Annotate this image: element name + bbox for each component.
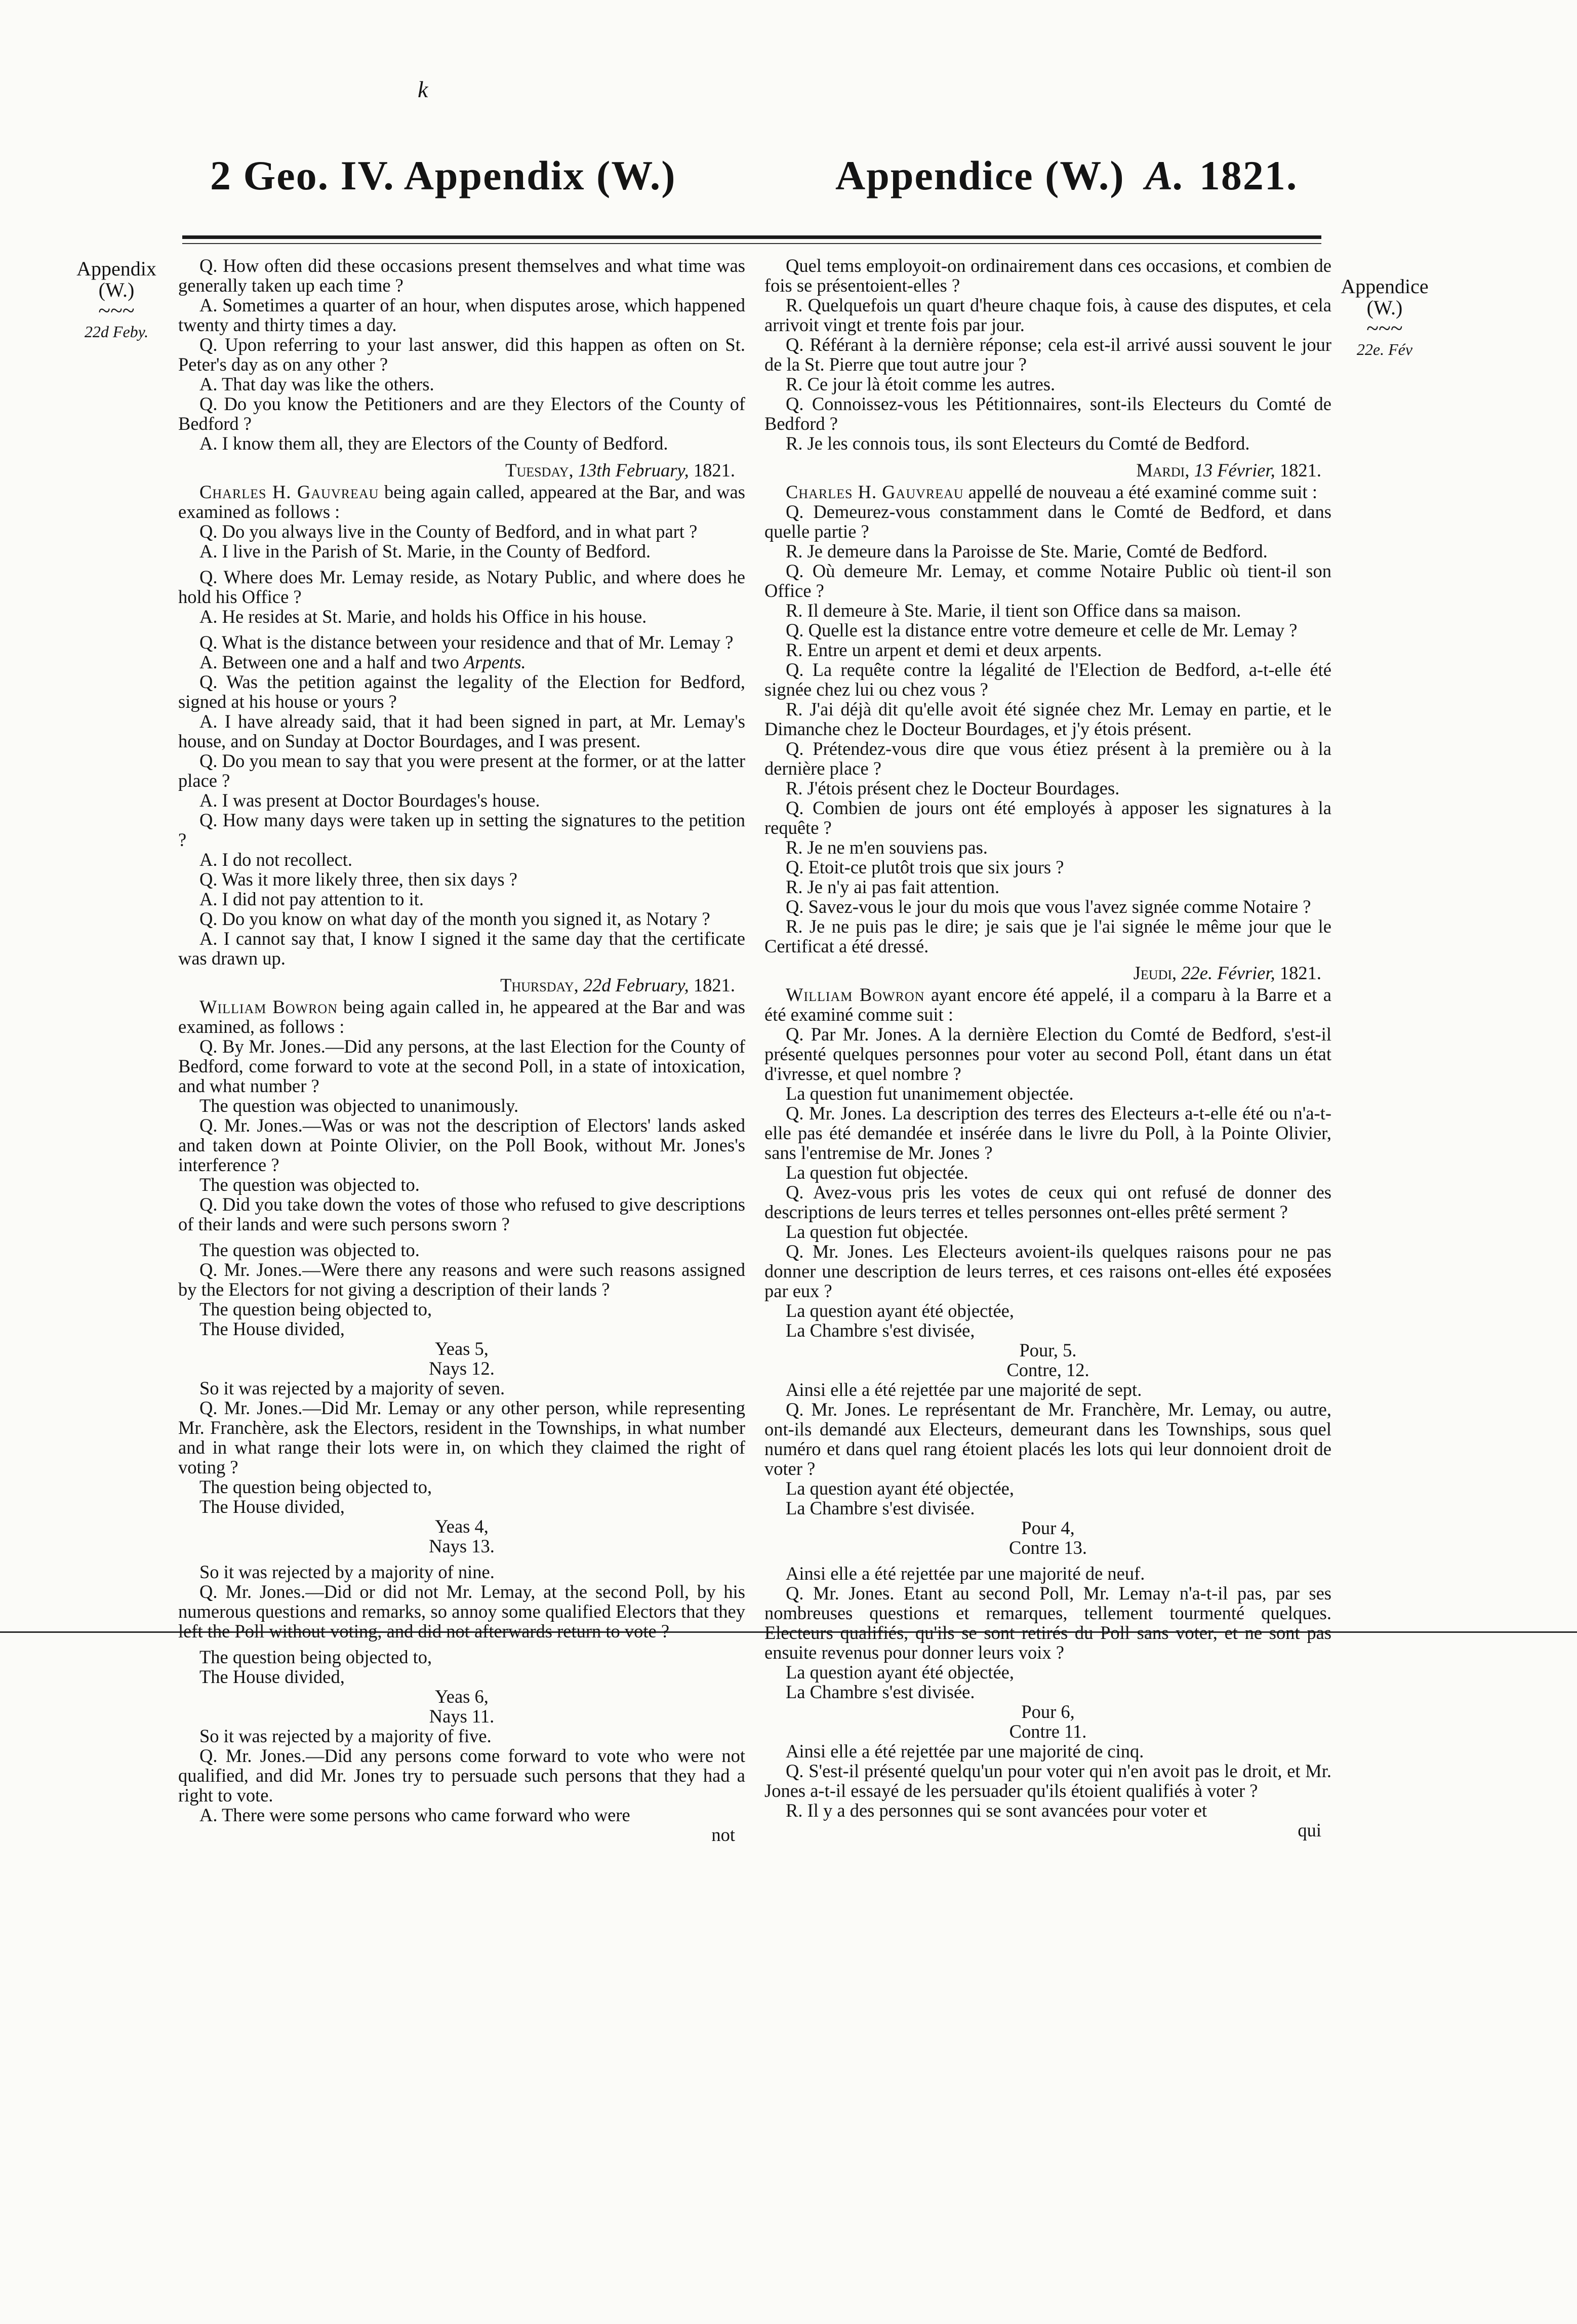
paragraph: A. I live in the Parish of St. Marie, in the County of Bedford. bbox=[199, 541, 651, 562]
paragraph: La question ayant été objectée, bbox=[786, 1478, 1014, 1499]
date-heading bbox=[178, 460, 745, 480]
paragraph: So it was rejected by a majority of five. bbox=[199, 1726, 492, 1746]
paragraph: La question fut objectée. bbox=[786, 1221, 968, 1242]
paragraph: La question ayant été objectée, bbox=[786, 1300, 1014, 1321]
paragraph: A. I do not recollect. bbox=[199, 849, 353, 870]
paragraph: Q. Mr. Jones. Etant au second Poll, Mr. Lemay n'a-t-il pas, par ses nombreuses questions et remarques, tellement tourmenté quelques. Electeurs qualifiés, qu'ils se sont retirés du Poll sans voter, et ne sont pas ensuite revenus pour donner leurs voix ? bbox=[764, 1583, 1331, 1663]
vote-nays: Nays 11. bbox=[429, 1706, 495, 1727]
paragraph: La Chambre s'est divisée. bbox=[786, 1498, 975, 1518]
header-right-title bbox=[835, 152, 1298, 199]
paragraph: La question fut objectée. bbox=[786, 1162, 968, 1183]
paragraph: A. I have already said, that it had been signed in part, at Mr. Lemay's house, and on Sunday at Doctor Bourdages, and I was present. bbox=[178, 711, 745, 751]
paragraph: Q. Mr. Jones. La description des terres des Electeurs a-t-elle été ou n'a-t-elle pas été demandée et insérée dans le livre du Poll, à la Pointe Olivier, sans l'entremise de Mr. Jones ? bbox=[764, 1103, 1331, 1163]
paragraph: R. J'étois présent chez le Docteur Bourdages. bbox=[786, 778, 1120, 798]
paragraph: R. Je les connois tous, ils sont Electeurs du Comté de Bedford. bbox=[786, 433, 1250, 454]
paragraph: Q. How many days were taken up in setting the signatures to the petition ? bbox=[178, 810, 745, 850]
paragraph: The question being objected to, bbox=[199, 1476, 432, 1497]
vote-yeas: Yeas 5, bbox=[435, 1338, 489, 1359]
day-year: 1821. bbox=[1279, 963, 1321, 983]
margin-right-line1: Appendice bbox=[1341, 275, 1429, 298]
margin-left-swash: ~~~ bbox=[98, 298, 135, 323]
paragraph: A. There were some persons who came forward who were bbox=[199, 1805, 630, 1825]
paragraph: Q. Where does Mr. Lemay reside, as Notary Public, and where does he hold his Office ? bbox=[178, 567, 745, 607]
paragraph: Q. Où demeure Mr. Lemay, et comme Notaire Public où tient-il son Office ? bbox=[764, 560, 1331, 601]
vote-nays: Nays 12. bbox=[429, 1358, 495, 1379]
witness-text: ayant encore été appelé, il a comparu à la Barre et a été examiné comme suit : bbox=[764, 984, 1331, 1025]
paragraph: The House divided, bbox=[199, 1318, 345, 1339]
witness-intro bbox=[178, 997, 745, 1036]
paragraph: Q. S'est-il présenté quelqu'un pour voter qui n'en avoit pas le droit, et Mr. Jones a-t-il essayé de les persuader qu'ils étoient qualifiés à voter ? bbox=[764, 1760, 1331, 1801]
paragraph: Q. Demeurez-vous constamment dans le Comté de Bedford, et dans quelle partie ? bbox=[764, 501, 1331, 542]
vote-contre: Contre 11. bbox=[1009, 1721, 1087, 1742]
paragraph: Q. Mr. Jones. Les Electeurs avoient-ils quelques raisons pour ne pas donner une description de leurs terres, et ces raisons ont-elles été exposées par eux ? bbox=[764, 1241, 1331, 1301]
day-date: 22e. Février, bbox=[1181, 963, 1275, 983]
paragraph: R. Ce jour là étoit comme les autres. bbox=[786, 374, 1056, 394]
paragraph: The question was objected to. bbox=[199, 1174, 420, 1195]
paragraph: Q. Mr. Jones.—Were there any reasons and were such reasons assigned by the Electors for not giving a description of their lands ? bbox=[178, 1259, 745, 1300]
paragraph: Q. La requête contre la légalité de l'Election de Bedford, a-t-elle été signée chez lui ou chez vous ? bbox=[764, 659, 1331, 700]
paragraph: The question being objected to, bbox=[199, 1299, 432, 1319]
paragraph: A. Sometimes a quarter of an hour, when disputes arose, which happened twenty and thirty times a day. bbox=[178, 295, 745, 335]
paragraph: R. Il y a des personnes qui se sont avancées pour voter et bbox=[786, 1800, 1207, 1821]
paragraph: Ainsi elle a été rejettée par une majorité de cinq. bbox=[786, 1741, 1144, 1761]
vote-contre: Contre, 12. bbox=[1006, 1359, 1089, 1380]
paragraph: The House divided, bbox=[199, 1496, 345, 1517]
margin-left-line2: (W.) bbox=[98, 278, 135, 301]
paragraph: Q. Do you know the Petitioners and are they Electors of the County of Bedford ? bbox=[178, 393, 745, 434]
paragraph: The question being objected to, bbox=[199, 1647, 432, 1667]
margin-right-line2: (W.) bbox=[1366, 296, 1403, 319]
english-column bbox=[178, 256, 745, 1845]
paragraph: Q. Mr. Jones.—Was or was not the description of Electors' lands asked and taken down at Pointe Olivier, on the Poll Book, without Mr. Jones's interference ? bbox=[178, 1115, 745, 1175]
paragraph: R. Je n'y ai pas fait attention. bbox=[786, 876, 1000, 897]
paragraph: Q. Combien de jours ont été employés à apposer les signatures à la requête ? bbox=[764, 797, 1331, 838]
witness-intro bbox=[764, 985, 1331, 1024]
date-heading bbox=[764, 963, 1331, 983]
margin-right-swash: ~~~ bbox=[1366, 316, 1403, 341]
answer-unit: Arpents. bbox=[463, 652, 526, 672]
paragraph: A. I cannot say that, I know I signed it the same day that the certificate was drawn up. bbox=[178, 928, 745, 969]
header-left-title: 2 Geo. IV. Appendix (W.) bbox=[210, 152, 676, 198]
paragraph: Q. Do you mean to say that you were present at the former, or at the latter place ? bbox=[178, 750, 745, 791]
paragraph: Q. Par Mr. Jones. A la dernière Election du Comté de Bedford, s'est-il présenté quelques personnes pour voter au second Poll, étant dans un état d'ivresse, et quel nombre ? bbox=[764, 1024, 1331, 1084]
day-year: 1821. bbox=[1279, 460, 1321, 480]
catchword: not bbox=[711, 1824, 735, 1845]
paragraph: Q. Savez-vous le jour du mois que vous l'avez signée comme Notaire ? bbox=[786, 896, 1311, 917]
day-date: 22d February, bbox=[583, 975, 689, 995]
margin-left-date: 22d Feby. bbox=[84, 323, 149, 341]
date-heading bbox=[764, 460, 1331, 480]
paragraph: Q. How often did these occasions present themselves and what time was generally taken up each time ? bbox=[178, 255, 745, 296]
paragraph: La question ayant été objectée, bbox=[786, 1662, 1014, 1682]
header-right-a: A. bbox=[1145, 152, 1185, 198]
paragraph: R. Je demeure dans la Paroisse de Ste. Marie, Comté de Bedford. bbox=[786, 541, 1268, 562]
paragraph: So it was rejected by a majority of seven. bbox=[199, 1378, 505, 1398]
paragraph: The question was objected to. bbox=[199, 1239, 420, 1260]
margin-note-left bbox=[61, 258, 172, 342]
margin-note-right bbox=[1324, 276, 1445, 360]
day-date: 13th February, bbox=[578, 460, 689, 480]
margin-right-date: 22e. Fév bbox=[1356, 340, 1413, 358]
witness-name: William Bowron bbox=[199, 996, 338, 1017]
paragraph: So it was rejected by a majority of nine. bbox=[199, 1561, 495, 1582]
paragraph: Q. Did you take down the votes of those who refused to give descriptions of their lands and were such persons sworn ? bbox=[178, 1194, 745, 1234]
paragraph: A. I know them all, they are Electors of the County of Bedford. bbox=[199, 433, 668, 454]
paragraph: Q. What is the distance between your residence and that of Mr. Lemay ? bbox=[199, 632, 734, 653]
paragraph: R. Je ne puis pas le dire; je sais que je l'ai signée le même jour que le Certificat a été dressé. bbox=[764, 916, 1331, 956]
paragraph: R. J'ai déjà dit qu'elle avoit été signée chez Mr. Lemay en partie, et le Dimanche chez le Docteur Bourdages, et j'y étois présent. bbox=[764, 699, 1331, 739]
day-name: Jeudi, bbox=[1133, 963, 1177, 983]
header-rule-thick bbox=[182, 235, 1321, 239]
vote-nays: Nays 13. bbox=[429, 1536, 495, 1556]
witness-text: being again called in, he appeared at the Bar and was examined, as follows : bbox=[178, 996, 745, 1037]
vote-yeas: Yeas 4, bbox=[435, 1516, 489, 1537]
paragraph: Q. Avez-vous pris les votes de ceux qui ont refusé de donner des descriptions de leurs terres et telles personnes ont-elles prêté serment ? bbox=[764, 1182, 1331, 1222]
catchword: qui bbox=[1298, 1820, 1321, 1840]
paragraph: Q. Mr. Jones.—Did any persons come forward to vote who were not qualified, and did Mr. Jones try to persuade such persons that they had a right to vote. bbox=[178, 1745, 745, 1806]
paragraph: Q. Do you always live in the County of Bedford, and in what part ? bbox=[199, 521, 698, 542]
vote-pour: Pour 6, bbox=[1021, 1701, 1075, 1722]
header-right-appendice: Appendice (W.) bbox=[835, 152, 1125, 198]
paragraph: A. I was present at Doctor Bourdages's house. bbox=[199, 790, 540, 811]
paragraph: Q. Connoissez-vous les Pétitionnaires, sont-ils Electeurs du Comté de Bedford ? bbox=[764, 393, 1331, 434]
paragraph: Q. Mr. Jones. Le représentant de Mr. Franchère, Mr. Lemay, ou autre, ont-ils demandé aux Electeurs, demeurant dans les Townships, sous quel numéro et dans quel rang étoient placés les lots qui leur donnoient droit de voter ? bbox=[764, 1399, 1331, 1479]
paragraph: A. That day was like the others. bbox=[199, 374, 434, 394]
witness-text: appellé de nouveau a été examiné comme suit : bbox=[968, 482, 1317, 502]
paragraph: Q. Prétendez-vous dire que vous étiez présent à la première ou à la dernière place ? bbox=[764, 738, 1331, 779]
paragraph: La Chambre s'est divisée, bbox=[786, 1320, 975, 1341]
witness-text: being again called, appeared at the Bar, and was examined as follows : bbox=[178, 482, 746, 522]
paragraph: Quel tems employoit-on ordinairement dans ces occasions, et combien de fois se présentoient-elles ? bbox=[764, 255, 1331, 296]
paragraph: Q. Upon referring to your last answer, did this happen as often on St. Peter's day as on any other ? bbox=[178, 334, 745, 375]
paragraph: Q. Etoit-ce plutôt trois que six jours ? bbox=[786, 857, 1064, 877]
day-name: Thursday, bbox=[500, 975, 579, 995]
witness-intro bbox=[764, 482, 1331, 502]
answer-text: A. Between one and a half and two bbox=[199, 652, 459, 672]
paragraph: Ainsi elle a été rejettée par une majorité de sept. bbox=[786, 1379, 1142, 1400]
day-name: Tuesday, bbox=[505, 460, 574, 480]
header-rule-thin bbox=[182, 243, 1321, 244]
paragraph: Q. Mr. Jones.—Did or did not Mr. Lemay, at the second Poll, by his numerous questions and remarks, so annoy some qualified Electors that they left the Poll without voting, and did not afterwards return to vote ? bbox=[178, 1581, 745, 1641]
paragraph: Q. Mr. Jones.—Did Mr. Lemay or any other person, while representing Mr. Franchère, ask the Electors, resident in the Townships, in what number and in what range their lots were in, on which they claimed the right of voting ? bbox=[178, 1397, 745, 1477]
paragraph: Q. Do you know on what day of the month you signed it, as Notary ? bbox=[199, 908, 710, 929]
witness-name: William Bowron bbox=[786, 984, 925, 1005]
vote-pour: Pour, 5. bbox=[1019, 1340, 1077, 1360]
paragraph: A. I did not pay attention to it. bbox=[199, 889, 424, 909]
vote-contre: Contre 13. bbox=[1008, 1537, 1087, 1558]
paragraph: Q. Quelle est la distance entre votre demeure et celle de Mr. Lemay ? bbox=[786, 620, 1298, 640]
paragraph bbox=[178, 652, 745, 672]
paragraph: R. Il demeure à Ste. Marie, il tient son Office dans sa maison. bbox=[786, 600, 1241, 621]
paragraph: R. Entre un arpent et demi et deux arpents. bbox=[786, 639, 1102, 660]
paragraph: Ainsi elle a été rejettée par une majorité de neuf. bbox=[786, 1563, 1145, 1584]
witness-name: Charles H. Gauvreau bbox=[199, 482, 379, 502]
vote-pour: Pour 4, bbox=[1021, 1517, 1075, 1538]
paragraph: R. Quelquefois un quart d'heure chaque fois, à cause des disputes, et cela arrivoit vingt et trente fois par jour. bbox=[764, 295, 1331, 335]
paragraph: R. Je ne m'en souviens pas. bbox=[786, 837, 988, 858]
witness-intro bbox=[178, 482, 745, 522]
paragraph: La Chambre s'est divisée. bbox=[786, 1681, 975, 1702]
date-heading bbox=[178, 975, 745, 995]
day-date: 13 Février, bbox=[1194, 460, 1275, 480]
day-year: 1821. bbox=[693, 460, 735, 480]
paragraph: A. He resides at St. Marie, and holds his Office in his house. bbox=[199, 606, 647, 627]
page-mark: k bbox=[418, 76, 428, 102]
paragraph: Q. Was the petition against the legality of the Election for Bedford, signed at his house or yours ? bbox=[178, 671, 745, 712]
paragraph: The House divided, bbox=[199, 1666, 345, 1687]
margin-left-line1: Appendix bbox=[76, 257, 156, 280]
french-column bbox=[764, 256, 1331, 1840]
paragraph: The question was objected to unanimously. bbox=[199, 1095, 519, 1116]
paragraph: Q. Was it more likely three, then six days ? bbox=[199, 869, 517, 890]
paragraph: La question fut unanimement objectée. bbox=[786, 1083, 1074, 1104]
witness-name: Charles H. Gauvreau bbox=[786, 482, 964, 502]
day-year: 1821. bbox=[693, 975, 735, 995]
paragraph: Q. Référant à la dernière réponse; cela est-il arrivé aussi souvent le jour de la St. Pierre que tout autre jour ? bbox=[764, 334, 1331, 375]
header-right-year: 1821. bbox=[1199, 152, 1298, 198]
vote-yeas: Yeas 6, bbox=[435, 1686, 489, 1707]
day-name: Mardi, bbox=[1136, 460, 1190, 480]
paragraph: Q. By Mr. Jones.—Did any persons, at the last Election for the County of Bedford, come forward to vote at the second Poll, in a state of intoxication, and what number ? bbox=[178, 1036, 745, 1096]
